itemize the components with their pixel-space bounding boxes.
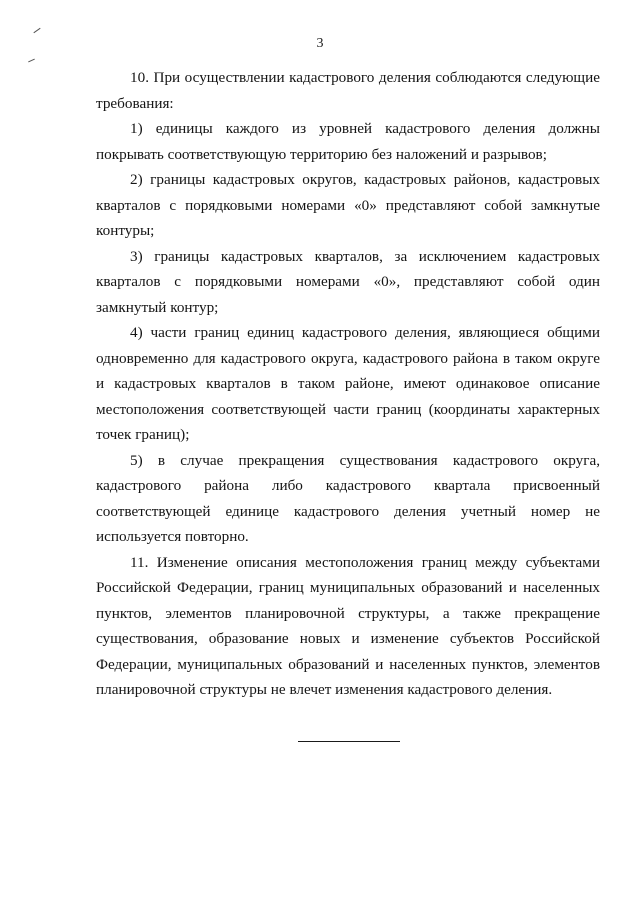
list-item-5: 5) в случае прекращения существования кадастрового округа, кадастрового района либо кадастрового квартала присвоенный соответствующей единице кадастрового деления учетный номер не используется повторно. bbox=[96, 451, 600, 545]
paragraph-10: 10. При осуществлении кадастрового деления соблюдаются следующие требования: bbox=[96, 69, 600, 112]
list-item-1: 1) единицы каждого из уровней кадастрового деления должны покрывать соответствующую территорию без наложений и разрывов; bbox=[96, 120, 600, 163]
paragraph-11: 11. Изменение описания местоположения границ между субъектами Российской Федерации, границ муниципальных образований и населенных пунктов, элементов планировочной структуры, а также прекращение существования, образование новых и изменение субъектов Российской Федерации, муниципальных образований и населенных пунктов, элементов планировочной структуры не влечет изменения кадастрового деления. bbox=[96, 553, 600, 698]
document-body bbox=[96, 65, 600, 703]
list-item-4: 4) части границ единиц кадастрового деления, являющиеся общими одновременно для кадастрового округа, кадастрового района в таком округе и кадастровых кварталов в таком районе, имеют одинаковое описание местоположения соответствующей части границ (координаты характерных точек границ); bbox=[96, 324, 600, 443]
closing-divider-line bbox=[298, 741, 400, 742]
list-item-2: 2) границы кадастровых округов, кадастровых районов, кадастровых кварталов с порядковыми номерами «0» представляют собой замкнутые контуры; bbox=[96, 171, 600, 239]
list-item-3: 3) границы кадастровых кварталов, за исключением кадастровых кварталов с порядковыми номерами «0», представляют собой один замкнутый контур; bbox=[96, 247, 600, 316]
page-number: 3 bbox=[316, 36, 324, 51]
scan-mark bbox=[28, 59, 35, 63]
scan-mark bbox=[33, 28, 40, 33]
